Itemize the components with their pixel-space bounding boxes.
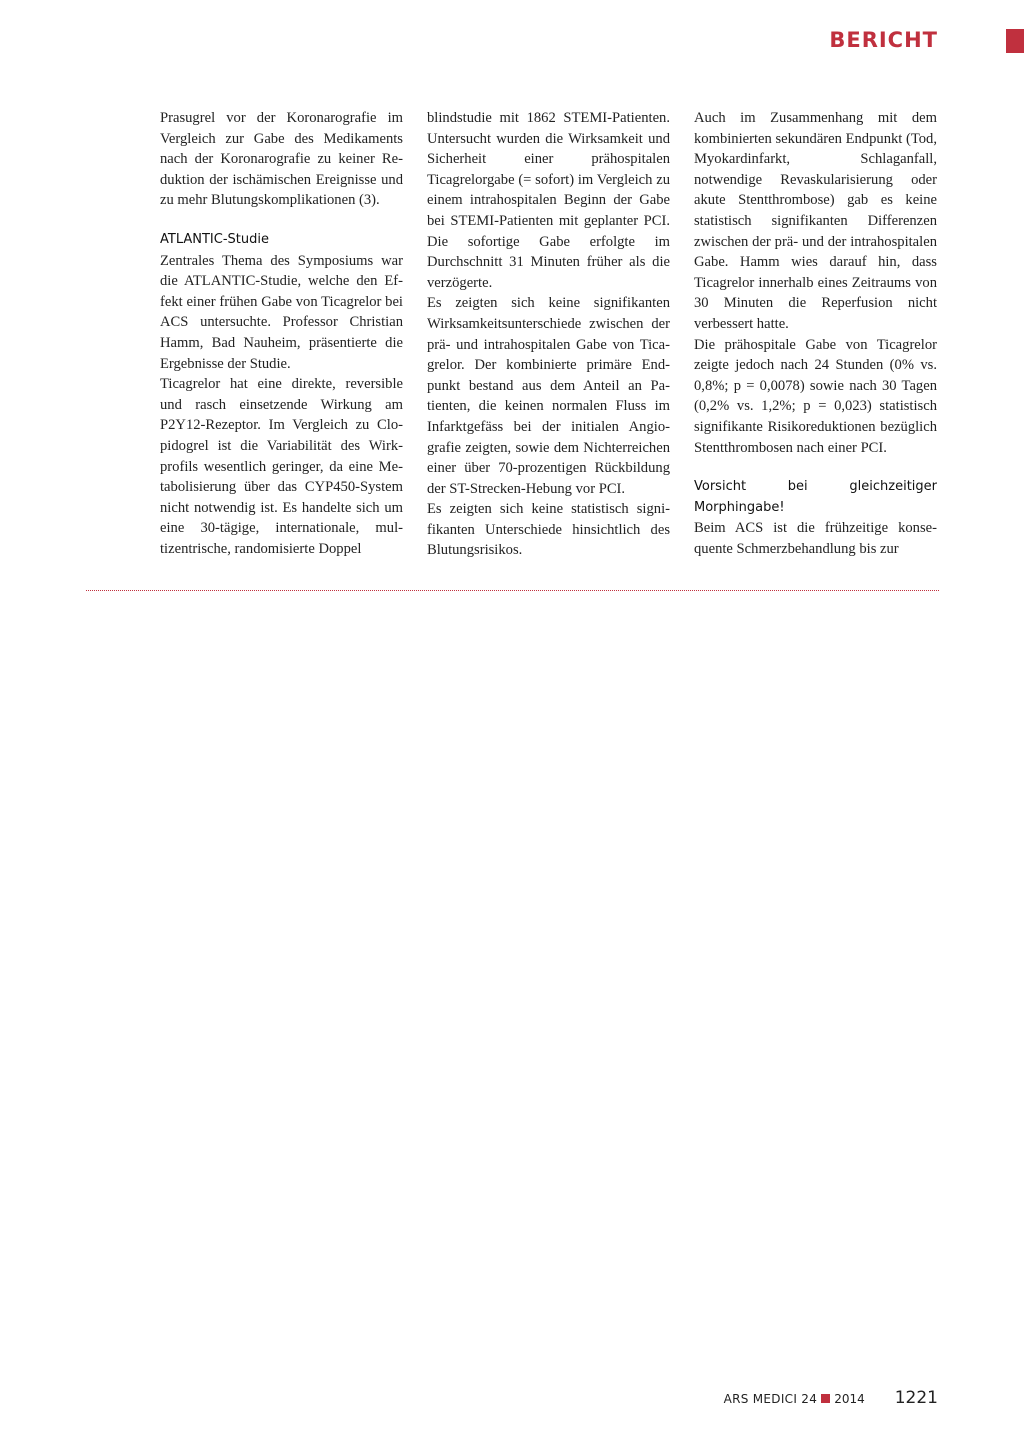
text-column-1 [160,108,403,559]
subheading-atlantic-studie: ATLANTIC-Studie [160,231,269,247]
section-marker-bar [1006,29,1024,53]
paragraph: Zentrales Thema des Symposiums war die ATLANTIC-Studie, welche den Effekt einer frühen Gabe von Ticagrelor bei ACS untersuchte. Professor Christian Hamm, Bad Nauheim, präsentierte die Ergebnisse der Studie. [160,252,403,372]
page-footer [724,1388,938,1414]
paragraph: Prasugrel vor der Koronarografie im Vergleich zur Gabe des Medikaments nach der Koronarografie zu keiner Reduktion der ischämischen Ereignisse und zu mehr Blutungskomplikationen (3). [160,110,403,209]
text-column-2 [427,108,670,561]
section-label: BERICHT [829,28,938,52]
dotted-divider [86,590,939,591]
paragraph: Es zeigten sich keine signifikanten Wirksamkeitsunterschiede zwischen der prä- und intrahospitalen Gabe von Ticagrelor. Der kombinierte primäre Endpunkt bestand aus dem Anteil an Patienten, die keinen normalen Fluss im Infarktgefäss bei der initialen Angiografie zeigten, sowie dem Nichterreichen einer über 70-prozentigen Rückbildung der ST-Strecken-Hebung vor PCI. [427,295,670,497]
journal-issue: ARS MEDICI 24 [723,1392,818,1406]
text-column-3 [694,108,937,559]
paragraph: Beim ACS ist die frühzeitige konsequente Schmerzbehandlung bis zur [694,520,937,557]
page-number: 1221 [894,1388,938,1408]
issue-year: 2014 [834,1392,865,1406]
paragraph: blindstudie mit 1862 STEMI-Patienten. Untersucht wurden die Wirksamkeit und Sicherheit einer prähospitalen Ticagrelorgabe (= sofort) im Vergleich zu einem intrahospitalen Beginn der Gabe bei STEMI-Patienten mit geplanter PCI. Die sofortige Gabe erfolgte im Durchschnitt 31 Minuten früher als die verzögerte. [427,110,670,291]
paragraph: Es zeigten sich keine statistisch signifikanten Unterschiede hinsichtlich des Blutungsrisikos. [427,501,670,559]
paragraph: Die prähospitale Gabe von Ticagrelor zeigte jedoch nach 24 Stunden (0% vs. 0,8%; p = 0,0078) sowie nach 30 Tagen (0,2% vs. 1,2%; p = 0,023) statistisch signifikante Risikoreduktionen bezüglich Stentthrombosen nach einer PCI. [694,336,937,456]
paragraph: Ticagrelor hat eine direkte, reversible und rasch einsetzende Wirkung am P2Y12-Rezeptor. Im Vergleich zu Clopidogrel ist die Variabilität des Wirkprofils wesentlich geringer, da eine Metabolisierung über das CYP450-System nicht notwendig ist. Es handelte sich um eine 30-tägige, internationale, multizentrische, randomisierte Doppel [160,376,403,557]
square-separator-icon [821,1394,830,1403]
subheading-morphingabe: Vorsicht bei gleichzeitiger Morphingabe! [694,479,937,515]
paragraph: Auch im Zusammenhang mit dem kombinierten sekundären Endpunkt (Tod, Myokardinfarkt, Schlaganfall, notwendige Revaskularisierung oder akute Stentthrombose) gab es keine statistisch signifikanten Differenzen zwischen der prä- und der intrahospitalen Gabe. Hamm wies darauf hin, dass Ticagrelor innerhalb eines Zeitraums von 30 Minuten die Reperfusion nicht verbessert hatte. [694,110,937,332]
